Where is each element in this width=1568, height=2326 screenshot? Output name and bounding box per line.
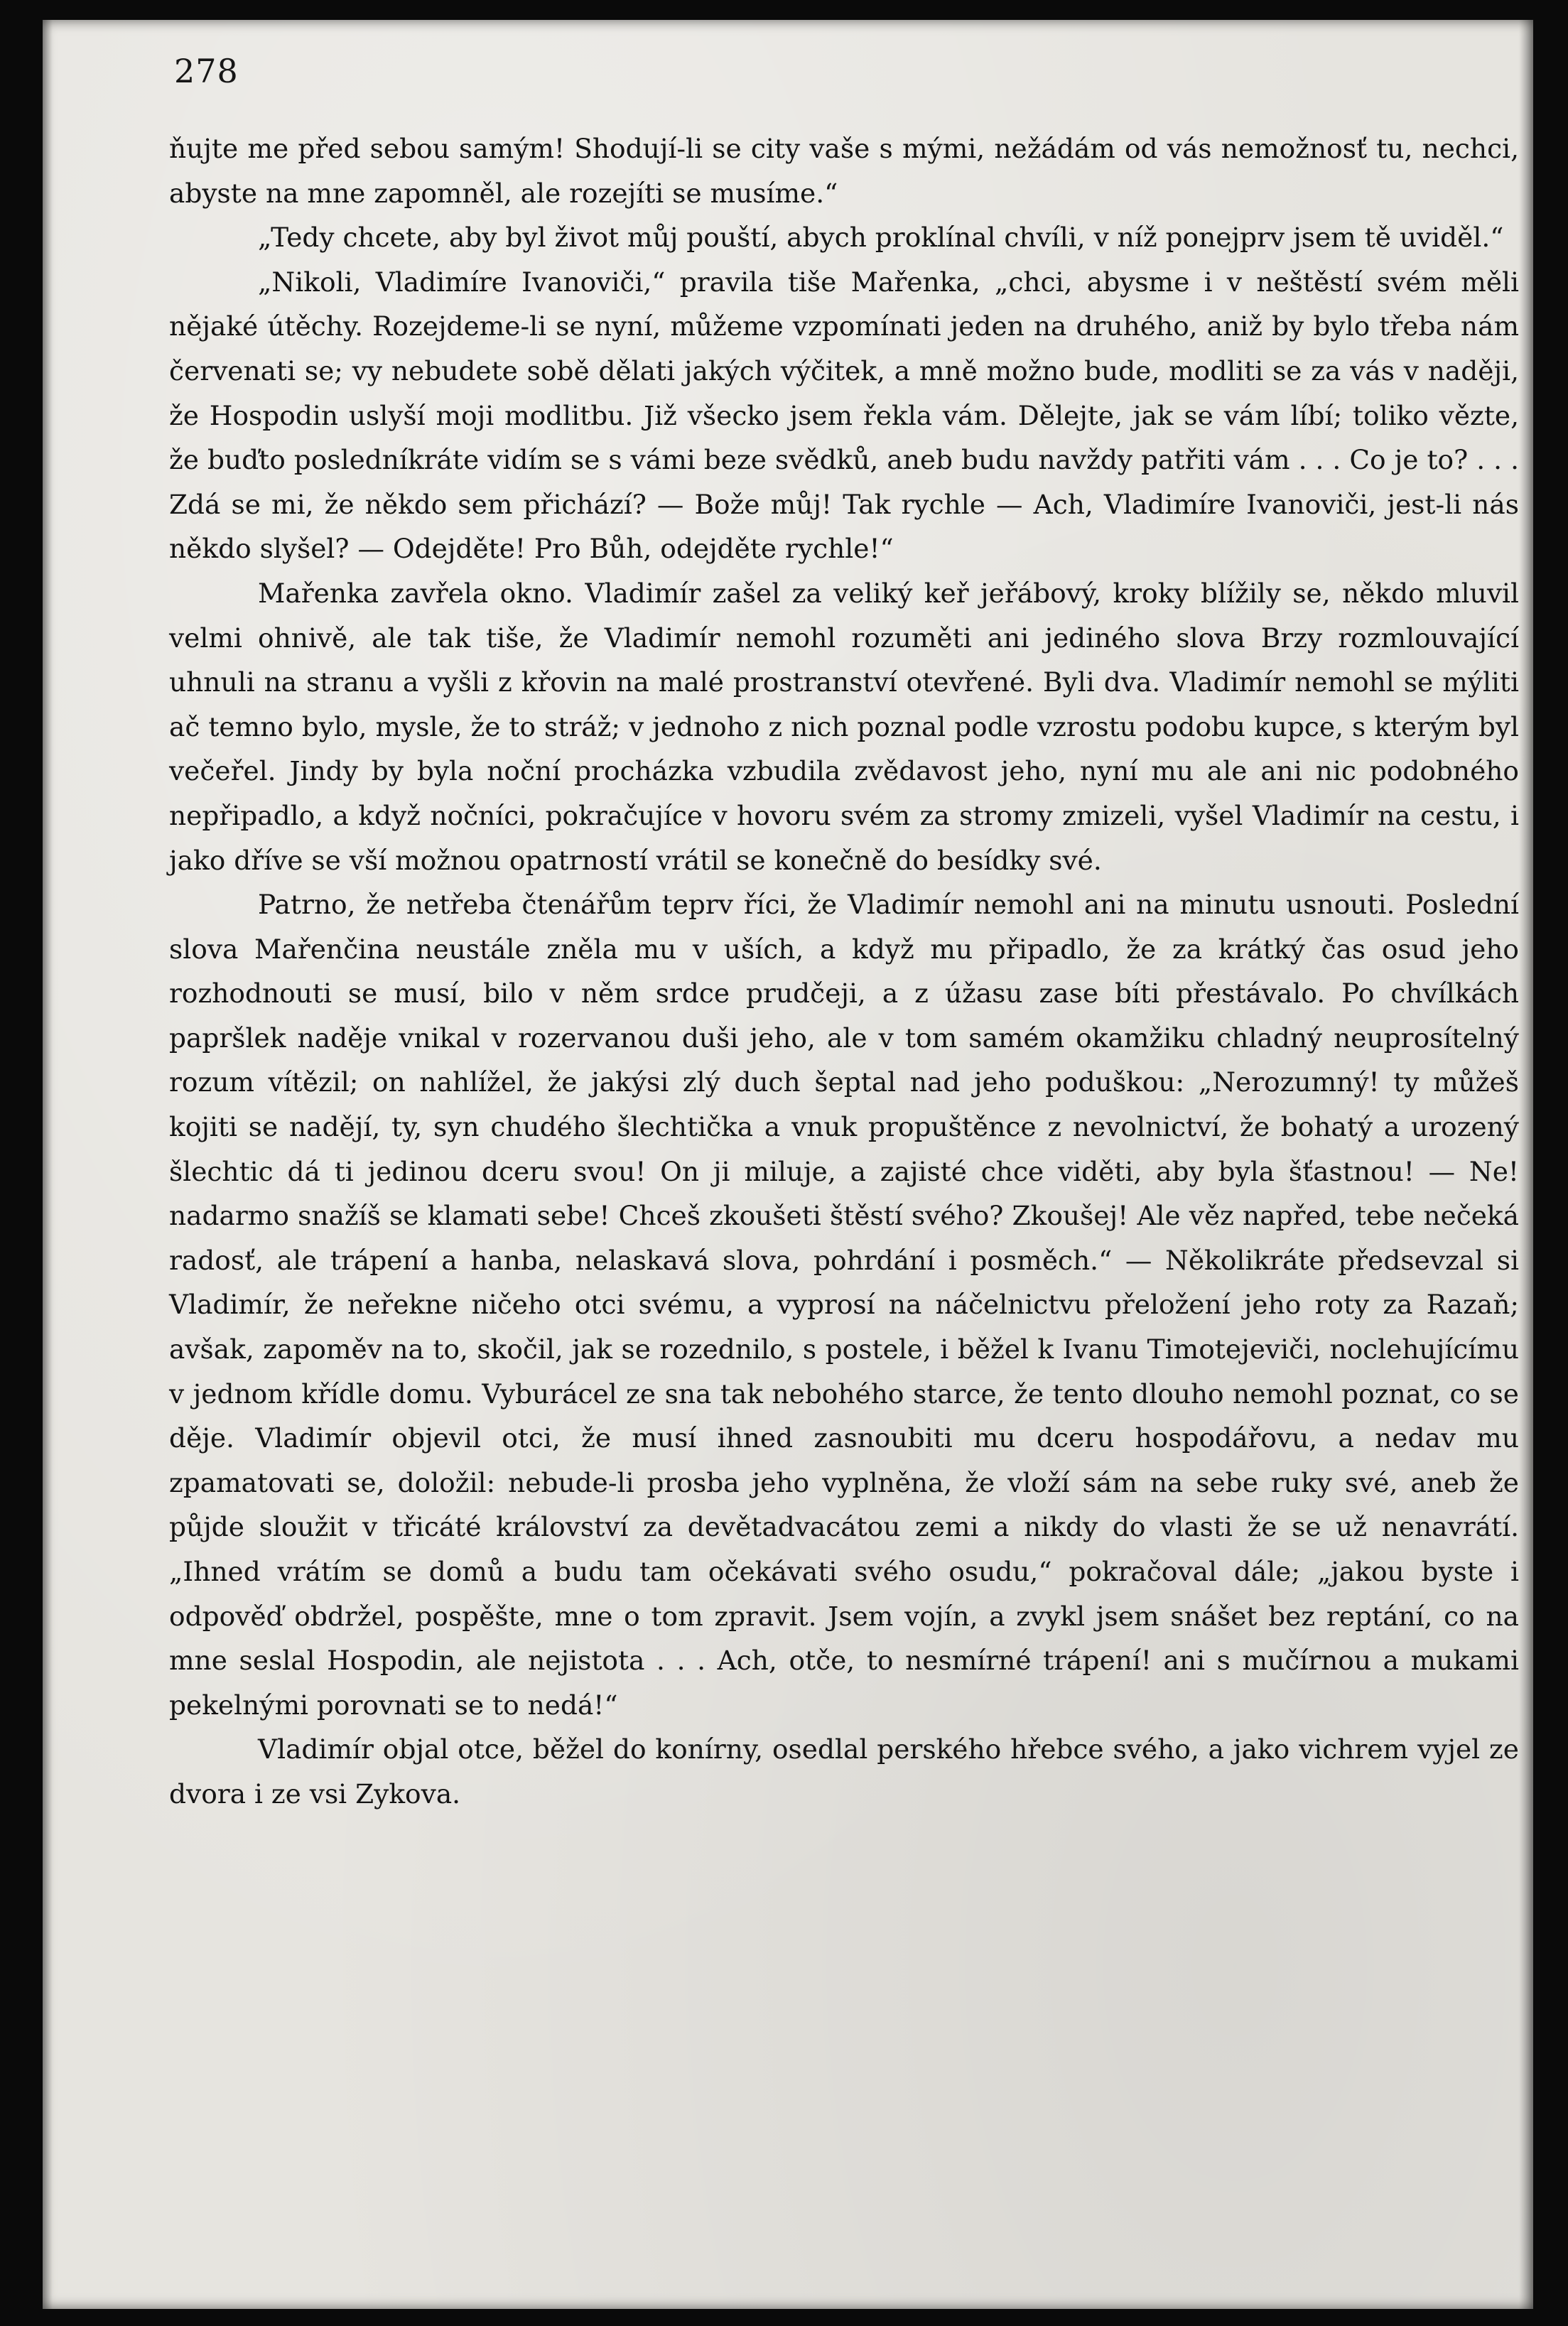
page-left-shadow xyxy=(43,20,53,2309)
paragraph-3: „Nikoli, Vladimíre Ivanoviči,“ pravila tiše Mařenka, „chci, abysme i v neštěstí svém měli nějaké útěchy. Rozejdeme-li se nyní, můžeme vzpomínati jeden na druhého, aniž by bylo třeba nám červenati se; vy nebudete sobě dělati jakých výčitek, a mně možno bude, modliti se za vás v naději, že Hospodin uslyší moji modlitbu. Již všecko jsem řekla vám. Dělejte, jak se vám líbí; toliko vězte, že buďto posledníkráte vidím se s vámi beze svědků, aneb budu navždy patřiti vám . . . Co je to? . . . Zdá se mi, že někdo sem přichází? — Bože můj! Tak rychle — Ach, Vladimíre Ivanoviči, jest-li nás někdo slyšel? — Odejděte! Pro Bůh, odejděte rychle!“ xyxy=(169,266,1519,565)
paragraph-4: Mařenka zavřela okno. Vladimír zašel za veliký keř jeřábový, kroky blížily se, někdo mluvil velmi ohnivě, ale tak tiše, že Vladimír nemohl rozuměti ani jediného slova Brzy rozmlouvající uhnuli na stranu a vyšli z křovin na malé prostranství otevřené. Byli dva. Vladimír nemohl se mýliti ač temno bylo, mysle, že to stráž; v jednoho z nich poznal podle vzrostu podobu kupce, s kterým byl večeřel. Jindy by byla noční procházka vzbudila zvědavost jeho, nyní mu ale ani nic podobného nepřipadlo, a když nočníci, pokračujíce v hovoru svém za stromy zmizeli, vyšel Vladimír na cestu, i jako dříve se vší možnou opatrností vrátil se konečně do besídky své. xyxy=(169,577,1519,876)
paragraph-6: Vladimír objal otce, běžel do konírny, osedlal perského hřebce svého, a jako vichrem vyjel ze dvora i ze vsi Zykova. xyxy=(169,1733,1519,1810)
book-page xyxy=(43,20,1533,2309)
paragraph-5: Patrno, že netřeba čtenářům teprv říci, že Vladimír nemohl ani na minutu usnouti. Poslední slova Mařenčina neustále zněla mu v uších, a když mu připadlo, že za krátký čas osud jeho rozhodnouti se musí, bilo v něm srdce prudčeji, a z úžasu zase bíti přestávalo. Po chvílkách papršlek naděje vnikal v rozervanou duši jeho, ale v tom samém okamžiku chladný neuprosítelný rozum vítězil; on nahlížel, že jakýsi zlý duch šeptal nad jeho poduškou: „Nerozumný! ty můžeš kojiti se nadějí, ty, syn chudého šlechtička a vnuk propuštěnce z nevolnictví, že bohatý a urozený šlechtic dá ti jedinou dceru svou! On ji miluje, a zajisté chce viděti, aby byla šťastnou! — Ne! nadarmo snažíš se klamati sebe! Chceš zkoušeti štěstí svého? Zkoušej! Ale věz napřed, tebe nečeká radosť, ale trápení a hanba, nelaskavá slova, pohrdání i posměch.“ — Několikráte předsevzal si Vladimír, že neřekne ničeho otci svému, a vyprosí na náčelnictvu přeložení jeho roty za Razaň; avšak, zapoměv na to, skočil, jak se rozednilo, s postele, i běžel k Ivanu Timotejeviči, noclehujícímu v jednom křídle domu. Vyburácel ze sna tak nebohého starce, že tento dlouho nemohl poznat, co se děje. Vladimír objevil otci, že musí ihned zasnoubiti mu dceru hospodářovu, a nedav mu zpamatovati se, doložil: nebude-li prosba jeho vyplněna, že vloží sám na sebe ruky své, aneb že půjde sloužit v třicáté království za devětadvacátou zemi a nikdy do vlasti že se už nenavrátí. „Ihned vrátím se domů a budu tam očekávati svého osudu,“ pokračoval dále; „jakou byste i odpověď obdržel, pospěšte, mne o tom zpravit. Jsem vojín, a zvykl jsem snášet bez reptání, co na mne seslal Hospodin, ale nejistota . . . Ach, otče, to nesmírné trápení! ani s mučírnou a mukami pekelnými porovnati se to nedá!“ xyxy=(169,889,1519,1721)
paragraph-1: ňujte me před sebou samým! Shodují-li se city vaše s mými, nežádám od vás nemožnosť tu, nechci, abyste na mne zapomněl, ale rozejíti se musíme.“ xyxy=(169,133,1519,209)
page-number: 278 xyxy=(174,52,239,90)
page-right-shadow xyxy=(1519,20,1533,2309)
paragraph-2: „Tedy chcete, aby byl život můj pouští, abych proklínal chvíli, v níž ponejprv jsem tě uviděl.“ xyxy=(258,222,1504,254)
body-text xyxy=(169,126,1519,1817)
